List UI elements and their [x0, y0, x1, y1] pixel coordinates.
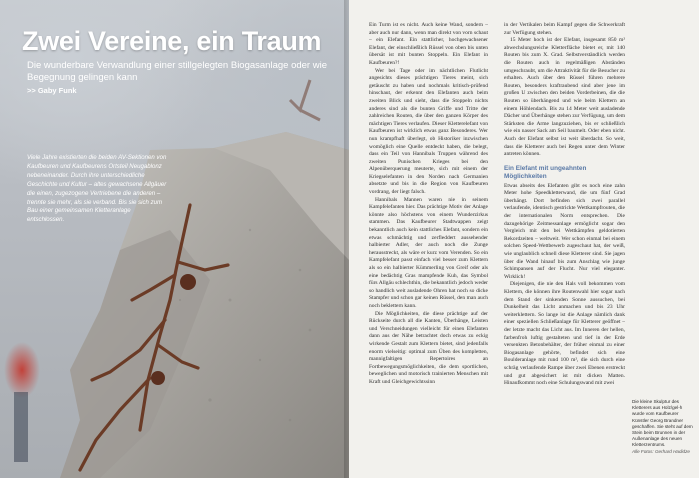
text-column-2 [504, 22, 625, 472]
paragraph: 15 Meter hoch ist der Elefant, insgesamt 850 m² abwechslungsreiche Kletterfläche bietet er, mit 140 Routen bis zum X. Grad. Selbstverständlich werden die Routen auch in regelmäßigen Abständen umgeschraubt, um die Attraktivität für die Besucher zu erhalten. Auch über den Rüssel führen mehrere Routen, besonders kraftraubend sind aber jene im großen U zwischen den beiden Vorderbeinen, die die Routen so überhängend und wie beim Klettern an einem Höhlendach. Bis zu 14 Meter weit ausladende Dächer und Überhänge stehen zur Verfügung, um dem Stärksten die Arme langzuziehen, bis er schließlich wie ein nasser Sack am Seil baumelt. Oder eben nicht. Auch der Elefant selbst ist weit überdacht. So weit, dass die Kletterer auch bei Regen unter dem Winter antreten können. [504, 37, 625, 158]
text-page [349, 0, 699, 478]
article-teaser: Viele Jahre existierten die beiden AV-Sektionen von Kaufbeuren und Kaufbeurens Ortsteil Neugablonz nebeneinander. Durch ihre unterschiedliche Geschichte und Kultur – altes gewachsene Allgäuer die einen, zugezogene Vertriebene die anderen – trennte sie mehr, als sie verband. Bis sie sich zum Bau einer gemeinsamen Kletteranlage entschlossen. [27, 154, 167, 224]
photo-credit: Alle Fotos: Gerhard Hadidze [632, 448, 690, 454]
article-title: Zwei Vereine, ein Traum [22, 26, 322, 56]
paragraph: Ein Turm ist es nicht. Auch keine Wand, sondern – aber auch nur dann, wenn man direkt von vorn schaut – ein Elefant. Ein stattlicher, hochgewachsener Elefant, der einschließlich Rüssel von oben bis unten übersät ist mit bunten Stoppeln. Ein Elefant in Kaufbeuren?! [369, 22, 488, 66]
paragraph: Diejenigen, die nie den Hals voll bekommen vom Klettern, die können ihre Routenwahl hier sogar nach dem Stand der sinkenden Sonne aussuchen, bei Dunkelheit das Licht anmachen und bis 23 Uhr weiterklettern. So lange ist die Anlage nämlich dank einer speziellen Schließanlage für Kletterer geöffnet – der letzte macht das Licht aus. Im Inneren der hellen, farbenfroh luftig gestalteten und tief in der Erde versenkten Betonbehälter, der früher einmal zu einer Biogasanlage gehörte, befindet sich eine Boulderanlage mit rund 100 m², die sich durch eine schräg verlaufende Rampe über zwei Ebenen erstreckt und gut abgesichert ist mit dicken Matten. Hinaufkommt noch eine Schulungswand mit zwei [504, 281, 625, 387]
caption-text: Die kleine Skulptur des Kletterers aus Holz/gel-h wurde vom Kaufbeurer Künstler Georg Brandner geschaffen. Sie steht auf dem Stein beim Brunnen in der Außenanlage des neuen Kletterzentrums. [632, 399, 693, 448]
section-heading: Ein Elefant mit ungeahnten Möglichkeiten [504, 164, 587, 180]
text-column-1 [369, 22, 488, 472]
paragraph: Die Möglichkeiten, die diese prächtige auf der Rückseite durch all die Kanten, Überhänge, Leisten und Verschneidungen vielleicht für einen Elefanten dann aus der Nähe betrachtet doch etwas zu eckig wirkende Gestalt zum Klettern bietet, sind jedenfalls enorm vielseitig: optimal zum Üben des kompletten, mannigfaltigen Repertoires an Fortbewegungsmöglichkeiten, die dem sportlichen, beweglichen und motorisch trainierten Menschen mit Kraft und Gleichgewichtssinn [369, 310, 488, 385]
article-subtitle: Die wunderbare Verwandlung einer stillgelegten Biogasanlage oder wie Begegnung gelingen kann [27, 60, 327, 83]
cover-photo [0, 0, 349, 478]
paragraph: Hannibals Mannen waren nie in seinem Kampfelefanten hier. Das prächtige Motiv der Anlage könnte also höchstens von einem Wunderzirkus stammen. Das Kaufbeurer Stadtwappen zeigt bekanntlich auch kein stattliches Elefant, sondern ein etwas schmächtig und zerfleddert aussehender halbierter Adler, der auch noch die Zunge herausstreckt, als wäre er kurz vom Verenden. So ein Kampfelefant passt einfach viel besser zum Klettern als so ein halbierter Kümmerling von Greif oder als eine bedächtig Gras mampfende Kuh, das Symbol fürs Allgäu schlechthin, die bekanntlich jedoch weder so handlich weit ausladende Ohren hat noch so dicke Stampfer und schon gar keinen Rüssel, den man auch noch beklettern kann. [369, 196, 488, 309]
paragraph: Etwas abseits des Elefanten gibt es noch eine zahn Meter hohe Speedkletterwand, die um fünf Grad überhängt. Dort befinden sich zwei parallel verlaufende, identisch gestrickte Wettkampfrouten, die der internationalen Norm entsprechen. Die dazugehörige Zeitmessanlage ermöglicht sogar den Vergleich mit den bei Wettkämpfen geldotierten Rekordzeiten – weltweit. Wer schon einmal bei einem solchen Speed-Wettbewerb zugeschaut hat, der weiß, wie unglaublich schnell diese Kletterer sind. Sie jagen über die Wand hinauf bis zum Anschlag wie junge Schimpansen auf der Flucht. Nur viel eleganter. Wirklich! [504, 182, 625, 280]
paragraph: in der Vertikalen beim Kampf gegen die Schwerkraft zur Verfügung stehen. [504, 22, 625, 36]
paragraph: Wer bei Tage oder im nächtlichen Flutlicht angesichts dieses prächtigen Tieres meint, sich getäuscht zu haben und nochmals kritisch-prüfend hinschaut, der erkennt den Elefanten auch beim zweiten Blick und sieht, dass die Stoppeln nichts anderes sind als die bunten Griffe und Tritte der zahlreichen Routen, die über den ganzen Körper des mächtigen Tieres verlaufen. Dieser Kletterelefant von Kaufbeuren ist wirklich etwas ganz Besonderes. Wer nun krampfhaft überlegt, ob Historiker inzwischen womöglich eine Quelle entdeckt haben, die belegt, dass ein Teil von Hannibals Truppen während des zweiten Punischen Krieges bei den Alpenüberquerung meuterte, sich mit einem der Kriegselefanten in den Norden nach Germanien absetzte und bis in die Region von Kaufbeuren vordrang, der liegt falsch. [369, 67, 488, 196]
article-author: >> Gaby Funk [27, 86, 77, 95]
photo-caption [632, 399, 694, 455]
